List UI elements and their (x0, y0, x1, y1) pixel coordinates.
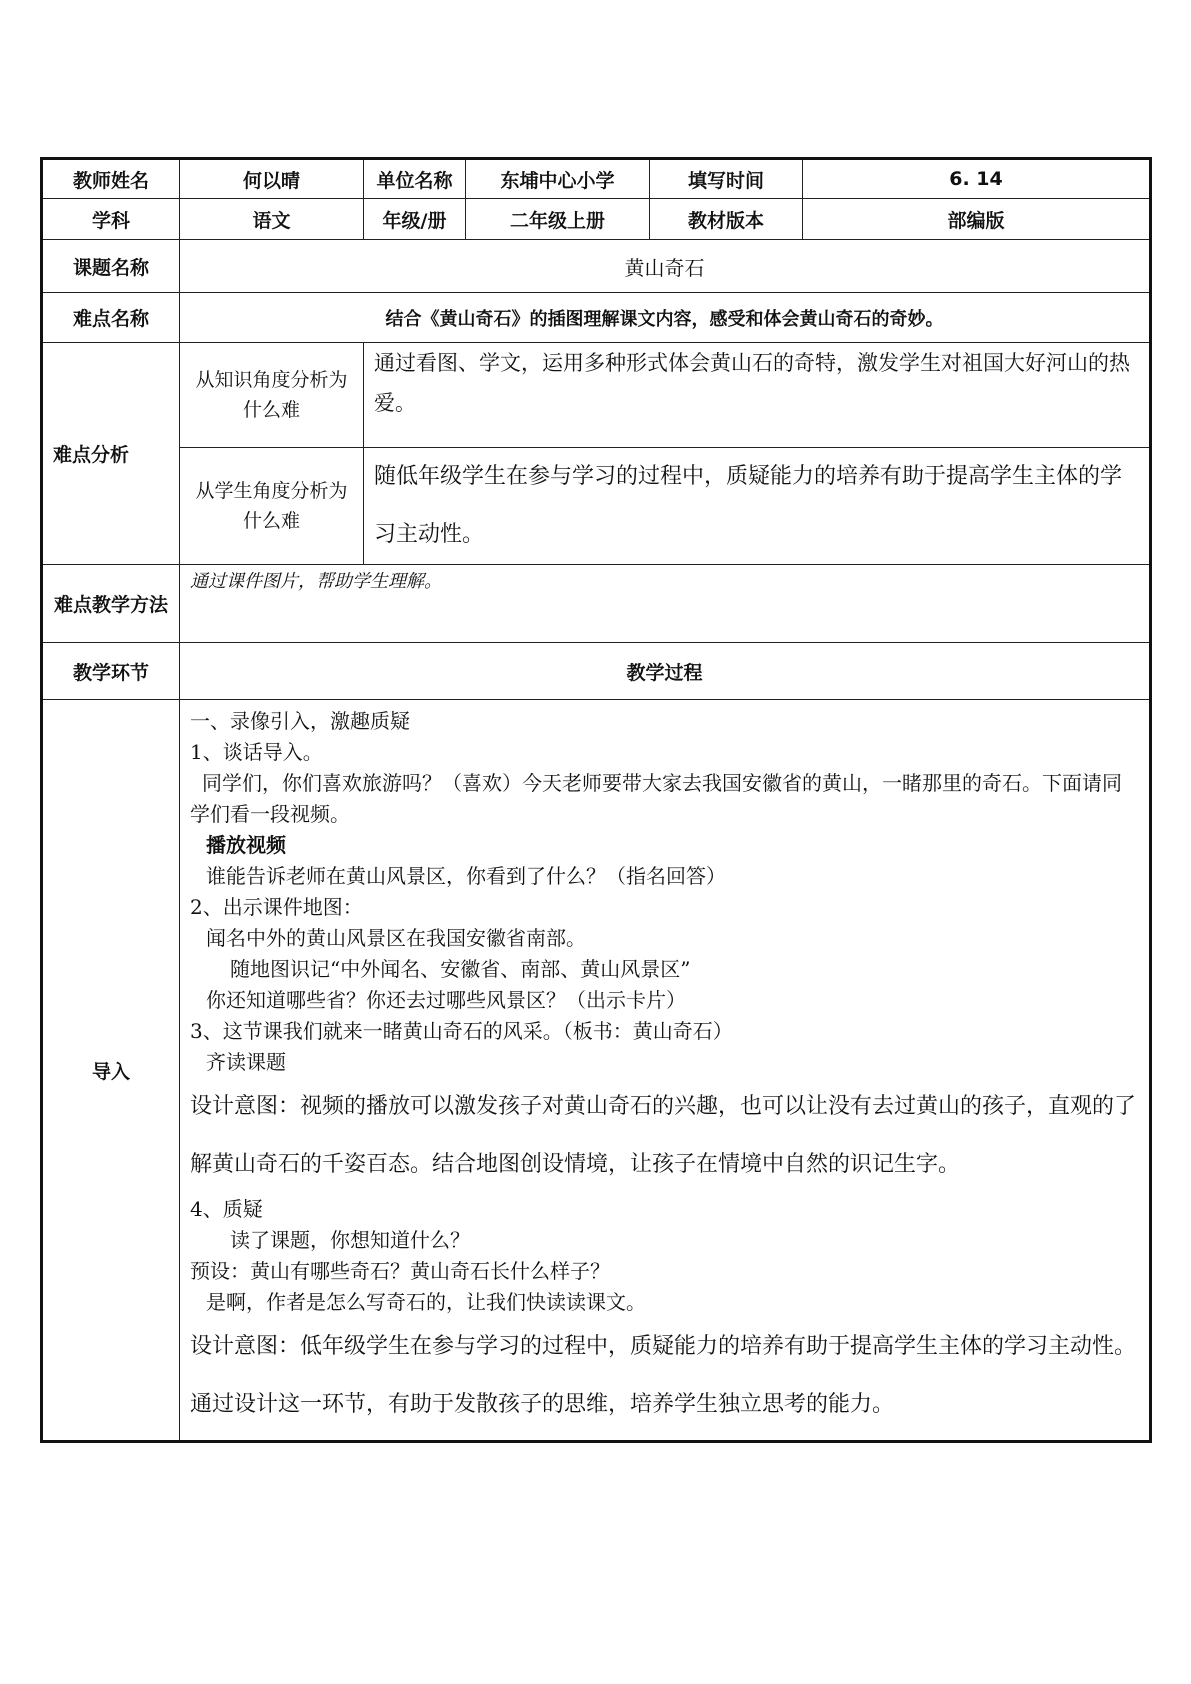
grade: 二年级上册 (466, 199, 650, 240)
topic-label: 课题名称 (42, 240, 180, 293)
read-text: 是啊，作者是怎么写奇石的，让我们快读读课文。 (206, 1290, 646, 1314)
question-text: 谁能告诉老师在黄山风景区，你看到了什么？（指名回答） (206, 864, 726, 888)
student-angle-label: 从学生角度分析为什么难 (180, 448, 364, 565)
subject-label: 学科 (42, 199, 180, 240)
step-4-heading: 4、质疑 (190, 1197, 263, 1221)
province-question-text: 你还知道哪些省？你还去过哪些风景区？（出示卡片） (206, 988, 686, 1012)
knowledge-angle-label: 从知识角度分析为什么难 (180, 343, 364, 448)
map-text: 闻名中外的黄山风景区在我国安徽省南部。 (206, 926, 586, 950)
teacher-name-label: 教师姓名 (42, 159, 180, 199)
section-heading: 一、录像引入，激趣质疑 (190, 709, 410, 733)
map-vocab-text: 随地图识记“中外闻名、安徽省、南部、黄山风景区” (230, 957, 691, 981)
step-1-heading: 1、谈话导入。 (190, 740, 323, 764)
step-2-heading: 2、出示课件地图： (190, 895, 363, 919)
intro-process (180, 700, 1151, 1442)
subject: 语文 (180, 199, 364, 240)
lesson-plan-table (40, 157, 1152, 1443)
read-title-text: 齐读课题 (206, 1050, 286, 1074)
unit-name-label: 单位名称 (364, 159, 466, 199)
textbook-version: 部编版 (803, 199, 1151, 240)
topic-name: 黄山奇石 (180, 240, 1151, 293)
step-1-text: 同学们，你们喜欢旅游吗？（喜欢）今天老师要带大家去我国安徽省的黄山，一睹那里的奇石。下面请同学们看一段视频。 (190, 771, 1122, 826)
grade-label: 年级/册 (364, 199, 466, 240)
method-label: 难点教学方法 (42, 565, 180, 643)
fill-date: 6. 14 (803, 159, 1151, 199)
fill-date-label: 填写时间 (650, 159, 803, 199)
knowledge-angle-text: 通过看图、学文，运用多种形式体会黄山石的奇特，激发学生对祖国大好河山的热爱。 (364, 343, 1151, 448)
method-text: 通过课件图片，帮助学生理解。 (180, 565, 1151, 643)
stage-label: 教学环节 (42, 643, 180, 700)
difficulty-name: 结合《黄山奇石》的插图理解课文内容，感受和体会黄山奇石的奇妙。 (180, 293, 1151, 343)
teacher-name: 何以晴 (180, 159, 364, 199)
step-4-question: 读了课题，你想知道什么？ (230, 1228, 470, 1252)
preset-text: 预设：黄山有哪些奇石？黄山奇石长什么样子？ (190, 1259, 610, 1283)
student-angle-text: 随低年级学生在参与学习的过程中，质疑能力的培养有助于提高学生主体的学习主动性。 (364, 448, 1151, 565)
intro-stage-label: 导入 (42, 700, 180, 1442)
design-intent-2: 设计意图：低年级学生在参与学习的过程中，质疑能力的培养有助于提高学生主体的学习主动性。通过设计这一环节，有助于发散孩子的思维，培养学生独立思考的能力。 (190, 1334, 1137, 1417)
analysis-label: 难点分析 (42, 343, 180, 565)
design-intent-1: 设计意图：视频的播放可以激发孩子对黄山奇石的兴趣，也可以让没有去过黄山的孩子，直观的了解黄山奇石的千姿百态。结合地图创设情境，让孩子在情境中自然的识记生字。 (190, 1094, 1137, 1177)
step-3-text: 3、这节课我们就来一睹黄山奇石的风采。（板书：黄山奇石） (190, 1019, 733, 1043)
process-label: 教学过程 (180, 643, 1151, 700)
difficulty-label: 难点名称 (42, 293, 180, 343)
textbook-version-label: 教材版本 (650, 199, 803, 240)
unit-name: 东埔中心小学 (466, 159, 650, 199)
play-video-text: 播放视频 (206, 833, 286, 857)
